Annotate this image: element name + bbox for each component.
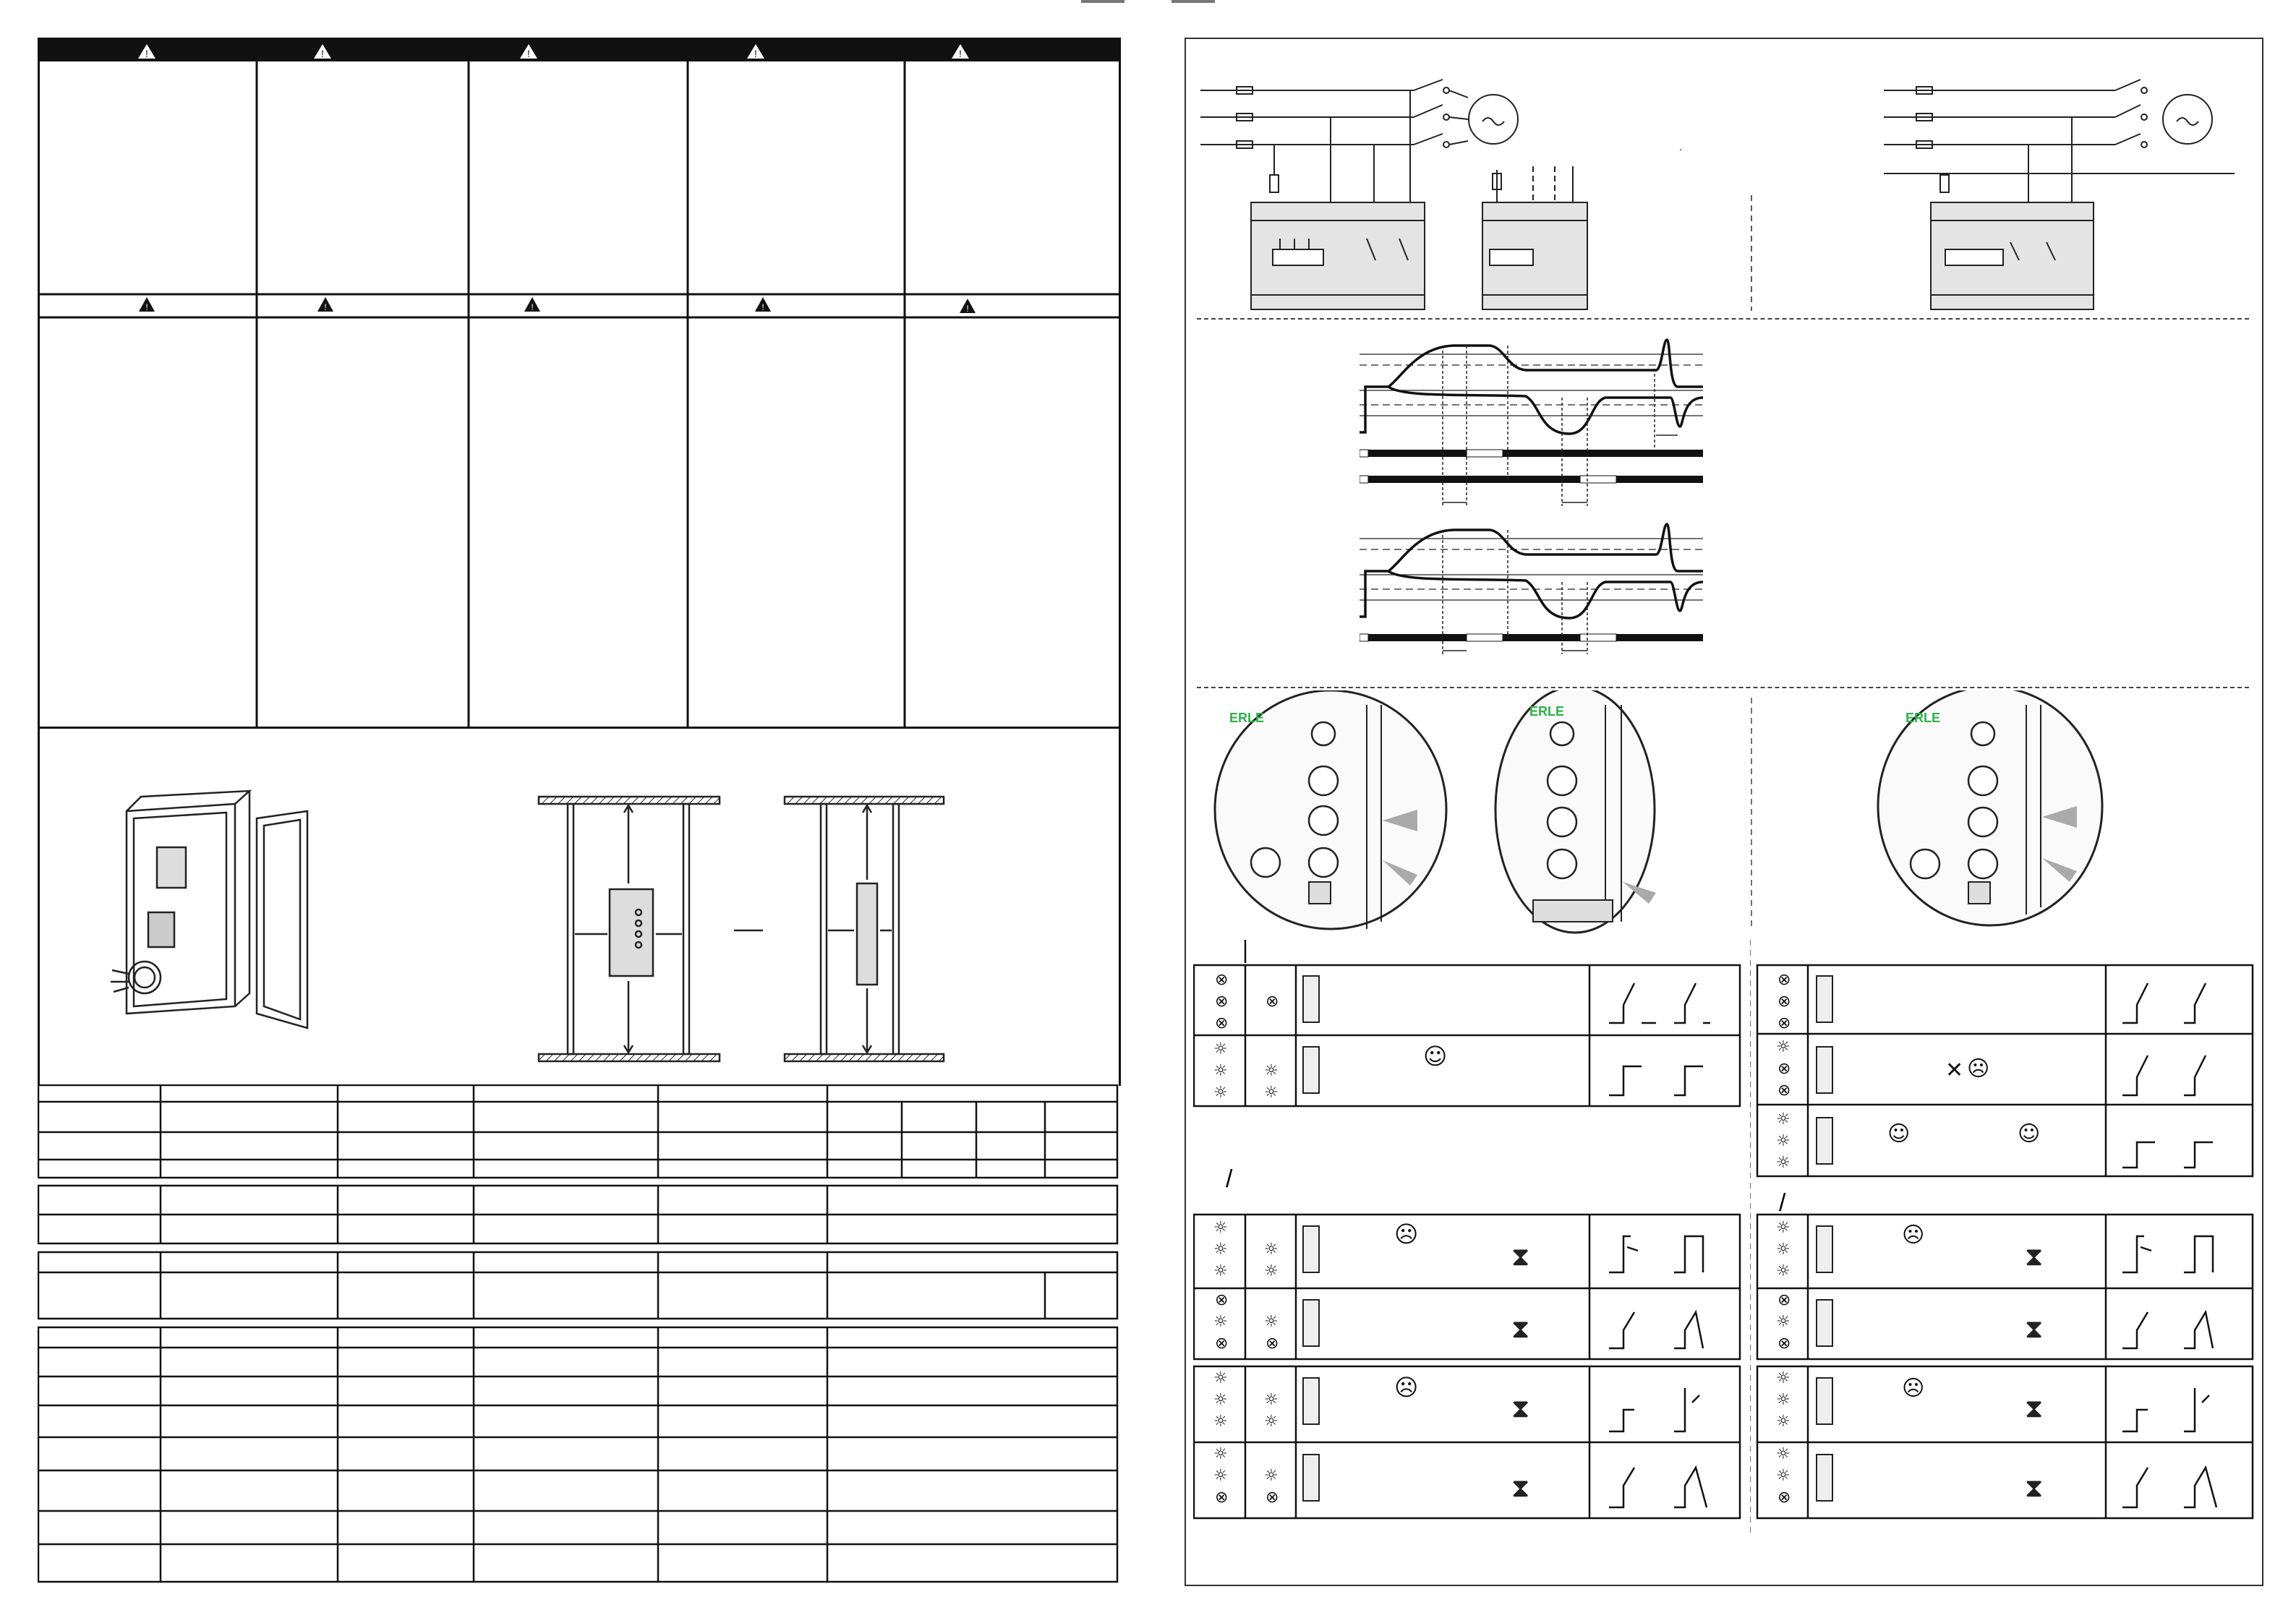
svg-text:⊗: ⊗ bbox=[1266, 1489, 1279, 1507]
smiley-sad-icon: ☹ bbox=[1394, 1220, 1419, 1248]
brand-label: ERLE bbox=[1229, 711, 1265, 725]
svg-text:!: ! bbox=[531, 302, 534, 312]
smiley-sad-icon: ☹ bbox=[1967, 1056, 1990, 1082]
hourglass-icon: ⧗ bbox=[1511, 1473, 1530, 1503]
separator-glyph: / bbox=[1226, 1165, 1233, 1193]
hourglass-icon: ⧗ bbox=[1511, 1314, 1530, 1344]
svg-text:☼: ☼ bbox=[1213, 1040, 1228, 1058]
svg-text:⊗: ⊗ bbox=[1778, 1335, 1791, 1353]
warning-triangle-icon bbox=[139, 297, 976, 313]
svg-text:⊗: ⊗ bbox=[1778, 1291, 1791, 1309]
svg-text:☼: ☼ bbox=[1213, 1062, 1228, 1080]
svg-text:⊗: ⊗ bbox=[1215, 971, 1229, 989]
hourglass-icon: ⧗ bbox=[2025, 1314, 2044, 1344]
svg-text:⊗: ⊗ bbox=[1215, 1291, 1229, 1309]
motor-icon bbox=[2163, 95, 2212, 144]
svg-text:⊗: ⊗ bbox=[1778, 1014, 1791, 1032]
svg-text:☼: ☼ bbox=[1213, 1391, 1228, 1409]
svg-text:!: ! bbox=[527, 48, 530, 59]
status-tables-right bbox=[1750, 940, 2256, 1533]
svg-text:!: ! bbox=[145, 48, 148, 59]
svg-text:☼: ☼ bbox=[1776, 1313, 1791, 1331]
smiley-happy-icon: ☺ bbox=[1423, 1042, 1448, 1070]
svg-text:⊗: ⊗ bbox=[1778, 971, 1791, 989]
mounting-clearance-2 bbox=[785, 797, 944, 1061]
top-mark bbox=[1081, 0, 1124, 3]
svg-text:☼: ☼ bbox=[1213, 1219, 1228, 1237]
svg-text:☼: ☼ bbox=[1264, 1062, 1279, 1080]
svg-text:☼: ☼ bbox=[1776, 1038, 1791, 1056]
warning-panel bbox=[38, 38, 1121, 729]
svg-text:!: ! bbox=[959, 48, 962, 59]
svg-text:⊗: ⊗ bbox=[1266, 993, 1279, 1011]
cross-icon: ✕ bbox=[1945, 1058, 1964, 1083]
svg-text:☼: ☼ bbox=[1213, 1084, 1228, 1102]
svg-text:☼: ☼ bbox=[1776, 1262, 1791, 1280]
hourglass-icon: ⧗ bbox=[2025, 1242, 2044, 1272]
timing-diagrams bbox=[1360, 325, 1707, 680]
svg-text:☼: ☼ bbox=[1264, 1391, 1279, 1409]
brand-label: ERLE bbox=[1529, 704, 1565, 719]
svg-text:☼: ☼ bbox=[1213, 1369, 1228, 1387]
smiley-sad-icon: ☹ bbox=[1902, 1376, 1925, 1401]
smiley-sad-icon: ☹ bbox=[1902, 1222, 1925, 1248]
svg-text:☼: ☼ bbox=[1213, 1413, 1228, 1431]
installation-panel bbox=[38, 724, 1121, 1086]
svg-text:☼: ☼ bbox=[1264, 1313, 1279, 1331]
svg-text:☼: ☼ bbox=[1776, 1110, 1791, 1129]
svg-text:☼: ☼ bbox=[1776, 1219, 1791, 1237]
svg-text:⊗: ⊗ bbox=[1215, 1335, 1229, 1353]
svg-text:!: ! bbox=[145, 302, 148, 312]
dashed-separator bbox=[1197, 687, 2249, 688]
svg-text:☼: ☼ bbox=[1776, 1154, 1791, 1172]
svg-text:⊗: ⊗ bbox=[1778, 993, 1791, 1011]
svg-text:!: ! bbox=[754, 48, 757, 59]
svg-text:⊗: ⊗ bbox=[1215, 1014, 1229, 1032]
status-tables-left bbox=[1193, 940, 1743, 1533]
smiley-happy-icon: ☺ bbox=[2018, 1121, 2041, 1147]
wiring-diagrams bbox=[1193, 65, 2256, 318]
svg-text:☼: ☼ bbox=[1776, 1445, 1791, 1463]
hourglass-icon: ⧗ bbox=[1511, 1242, 1530, 1272]
svg-text:⊗: ⊗ bbox=[1266, 1335, 1279, 1353]
svg-text:☼: ☼ bbox=[1213, 1445, 1228, 1463]
svg-text:⊗: ⊗ bbox=[1778, 1060, 1791, 1078]
svg-text:!: ! bbox=[321, 48, 324, 59]
svg-text:☼: ☼ bbox=[1264, 1262, 1279, 1280]
svg-text:☼: ☼ bbox=[1264, 1467, 1279, 1485]
svg-text:☼: ☼ bbox=[1264, 1241, 1279, 1259]
mounting-clearance-1 bbox=[539, 797, 720, 1061]
dashed-separator bbox=[1197, 318, 2249, 320]
svg-text:☼: ☼ bbox=[1213, 1262, 1228, 1280]
svg-text:☼: ☼ bbox=[1776, 1369, 1791, 1387]
svg-text:☼: ☼ bbox=[1776, 1391, 1791, 1409]
svg-text:☼: ☼ bbox=[1213, 1313, 1228, 1331]
svg-text:☼: ☼ bbox=[1776, 1132, 1791, 1150]
svg-text:☼: ☼ bbox=[1776, 1241, 1791, 1259]
svg-text:⊗: ⊗ bbox=[1778, 1082, 1791, 1100]
svg-text:☼: ☼ bbox=[1264, 1413, 1279, 1431]
svg-text:☼: ☼ bbox=[1264, 1084, 1279, 1102]
top-mark bbox=[1172, 0, 1215, 3]
relay-faceplates bbox=[1193, 690, 2256, 936]
spec-table-grid bbox=[38, 1084, 1119, 1583]
warning-grid bbox=[40, 40, 1119, 727]
svg-text:☼: ☼ bbox=[1213, 1467, 1228, 1485]
faceplate-zoom-2 bbox=[1495, 690, 1655, 933]
svg-text:!: ! bbox=[761, 302, 764, 312]
svg-text:!: ! bbox=[966, 304, 969, 314]
enclosure-drawing bbox=[111, 791, 307, 1028]
svg-text:☼: ☼ bbox=[1776, 1467, 1791, 1485]
spec-table bbox=[38, 1084, 1119, 1583]
svg-text:⊗: ⊗ bbox=[1778, 1489, 1791, 1507]
smiley-happy-icon: ☺ bbox=[1887, 1121, 1911, 1147]
separator-glyph: / bbox=[1779, 1189, 1786, 1217]
svg-text:☼: ☼ bbox=[1213, 1241, 1228, 1259]
hourglass-icon: ⧗ bbox=[2025, 1473, 2044, 1503]
svg-text:⊗: ⊗ bbox=[1215, 993, 1229, 1011]
hourglass-icon: ⧗ bbox=[2025, 1394, 2044, 1423]
brand-label: ERLE bbox=[1905, 711, 1941, 725]
svg-text:⊗: ⊗ bbox=[1215, 1489, 1229, 1507]
hourglass-icon: ⧗ bbox=[1511, 1394, 1530, 1423]
svg-text:☼: ☼ bbox=[1776, 1413, 1791, 1431]
separator-glyph: . bbox=[1679, 141, 1682, 153]
installation-drawings bbox=[40, 724, 1119, 1086]
motor-icon bbox=[1469, 95, 1518, 144]
smiley-sad-icon: ☹ bbox=[1394, 1374, 1419, 1401]
svg-text:!: ! bbox=[324, 302, 327, 312]
